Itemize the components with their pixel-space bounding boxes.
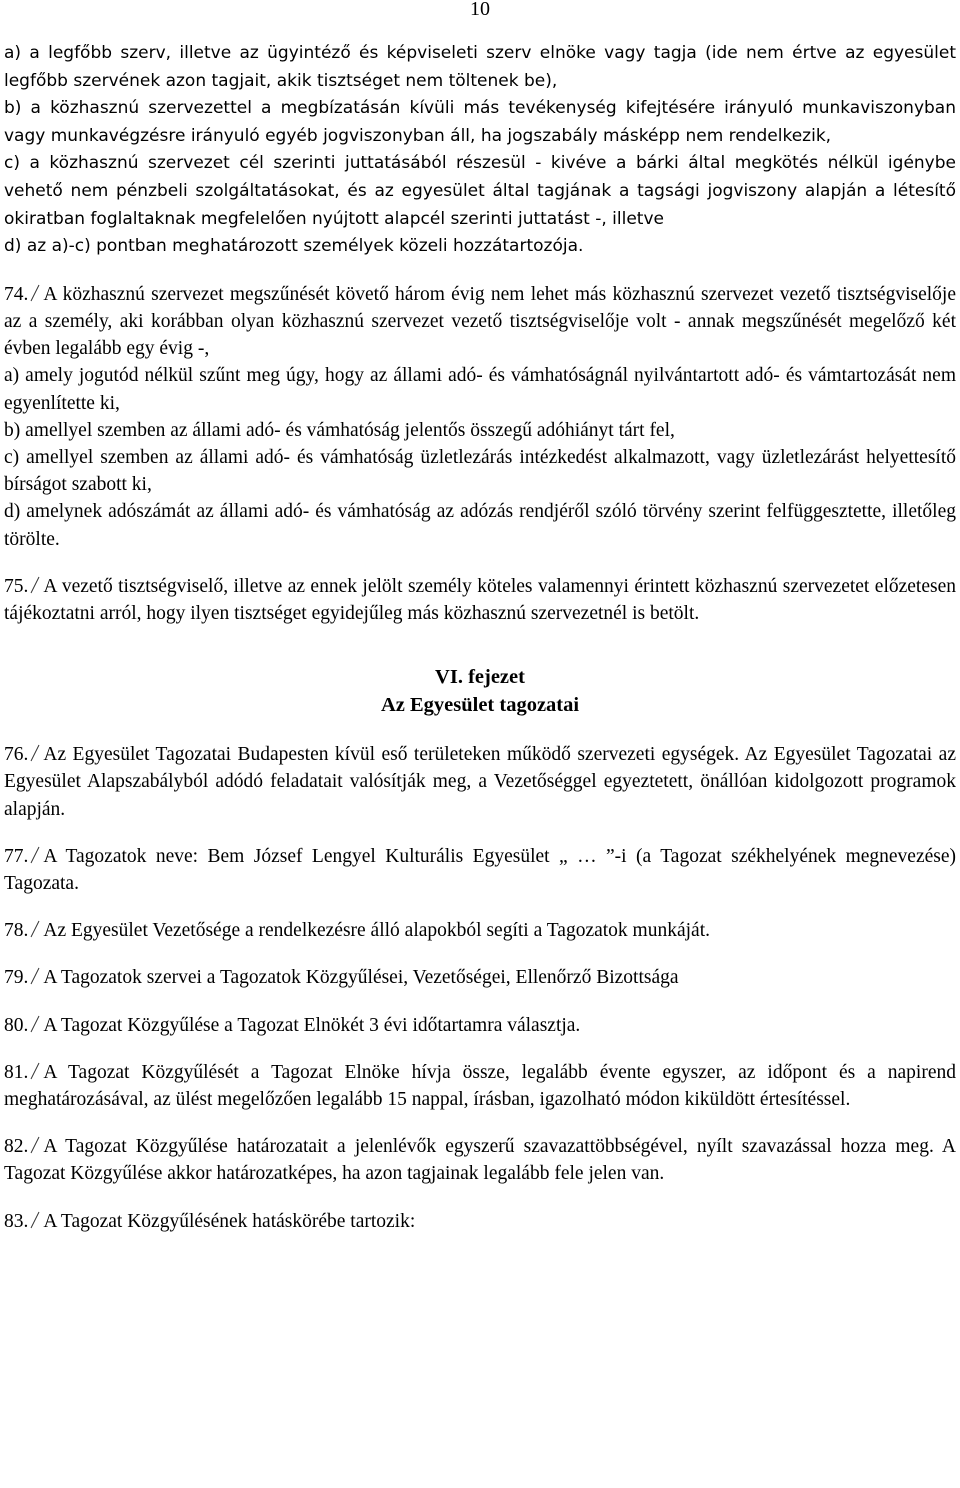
chapter-number: VI. fejezet — [435, 666, 525, 689]
section-77 — [4, 843, 956, 897]
section-text: Az Egyesület Tagozatai Budapesten kívül eső területeken működő szervezeti egységek. Az Egyesület Tagozatai az Egyesület Alapszabályból adódó feladatait valósítják meg, a Vezetőséggel egyeztetett, önállóan kidolgozott programok alapján. — [4, 744, 956, 820]
document-body — [4, 40, 956, 1235]
paragraph-marker-icon — [30, 1211, 40, 1229]
section-text: A Tagozat Közgyűlése a Tagozat Elnökét 3 évi időtartamra választja. — [43, 1014, 581, 1036]
section-text: A Tagozat Közgyűlését a Tagozat Elnöke hívja össze, legalább évente egyszer, az időpont és a napirend meghatározásával, az ülést megelőzően legalább 15 nappal, írásban, igazolható módon kiküldött értesítéssel. — [4, 1061, 956, 1111]
paragraph-marker-icon — [30, 576, 40, 594]
section-text: A Tagozat Közgyűlése határozatait a jelenlévők egyszerű szavazattöbbségével, nyílt szavazással hozza meg. A Tagozat Közgyűlése akkor határozatképes, ha azon tagjainak legalább fele jelen van. — [4, 1136, 956, 1185]
section-number: 80. — [4, 1014, 29, 1036]
section-82 — [4, 1133, 956, 1187]
paragraph-marker-icon — [30, 1136, 40, 1154]
section-number: 78. — [4, 920, 29, 942]
section-78 — [4, 917, 956, 944]
section-74-item-b: b) amellyel szemben az állami adó- és vámhatóság jelentős összegű adóhiányt tárt fel, — [4, 419, 675, 441]
section-number: 82. — [4, 1136, 29, 1158]
section-text: A közhasznú szervezet megszűnését követő három évig nem lehet más közhasznú szervezet vezető tisztségviselője az a személy, aki korábban olyan közhasznú szervezet vezető tisztségviselője volt - annak megszűnését megelőző két évben legalább egy évig -, — [4, 283, 956, 360]
section-80 — [4, 1012, 956, 1039]
page-number: 10 — [470, 0, 490, 20]
intro-item-d: d) az a)-c) pontban meghatározott személyek közeli hozzátartozója. — [4, 236, 584, 257]
section-74-item-a: a) amely jogutód nélkül szűnt meg úgy, hogy az állami adó- és vámhatóságnál nyilvántartott adó- és vámtartozását nem egyenlítette ki, — [4, 365, 956, 414]
chapter-title: Az Egyesület tagozatai — [380, 694, 580, 717]
section-number: 74. — [4, 283, 29, 305]
paragraph-marker-icon — [30, 744, 40, 762]
section-number: 81. — [4, 1061, 29, 1083]
section-text: A Tagozatok neve: Bem József Lengyel Kulturális Egyesület „ … ”-i (a Tagozat székhelyének megnevezése) Tagozata. — [4, 845, 956, 894]
section-74-item-d: d) amelynek adószámát az állami adó- és vámhatóság az adózás rendjéről szóló törvény szerint felfüggesztette, illetőleg törölte. — [4, 501, 956, 550]
paragraph-marker-icon — [30, 284, 40, 302]
section-76 — [4, 741, 956, 823]
section-number: 83. — [4, 1210, 29, 1232]
paragraph-marker-icon — [30, 846, 40, 864]
section-number: 77. — [4, 845, 29, 867]
section-number: 75. — [4, 575, 29, 597]
paragraph-marker-icon — [30, 920, 40, 938]
paragraph-marker-icon — [30, 1062, 40, 1080]
section-83 — [4, 1208, 956, 1235]
intro-item-c: c) a közhasznú szervezet cél szerinti juttatásából részesül - kivéve a bárki által megkötés nélkül igénybe vehető nem pénzbeli szolgáltatásokat, és az egyesület által tagjának a tagsági jogviszony alapján a létesítő okiratban foglaltaknak megfelelően nyújtott alapcél szerinti juttatást -, illetve — [4, 153, 956, 229]
section-74-item-c: c) amellyel szemben az állami adó- és vámhatóság üzletlezárás intézkedést alkalmazott, vagy üzletlezárást helyettesítő bírságot szabott ki, — [4, 446, 956, 496]
section-79 — [4, 964, 956, 991]
section-81 — [4, 1059, 956, 1113]
section-number: 76. — [4, 744, 29, 766]
section-text: Az Egyesület Vezetősége a rendelkezésre álló alapokból segíti a Tagozatok munkáját. — [43, 920, 710, 942]
section-text: A vezető tisztségviselő, illetve az ennek jelölt személy köteles valamennyi érintett közhasznú szervezetet előzetesen tájékoztatni arról, hogy ilyen tisztséget egyidejűleg más közhasznú szervezetnél is betölt. — [4, 575, 956, 624]
intro-item-b: b) a közhasznú szervezettel a megbízatásán kívüli más tevékenység kifejtésére irányuló munkaviszonyban vagy munkavégzésre irányuló egyéb jogviszonyban áll, ha jogszabály másképp nem rendelkezik, — [4, 98, 956, 146]
section-74 — [4, 281, 956, 553]
intro-list — [4, 40, 956, 261]
intro-item-a: a) a legfőbb szerv, illetve az ügyintéző és képviseleti szerv elnöke vagy tagja (ide nem értve az egyesület legfőbb szervének azon tagjait, akik tisztséget nem töltenek be), — [4, 43, 956, 91]
section-text: A Tagozatok szervei a Tagozatok Közgyűlései, Vezetőségei, Ellenőrző Bizottsága — [43, 967, 679, 989]
section-75 — [4, 573, 956, 627]
paragraph-marker-icon — [30, 1015, 40, 1033]
section-text: A Tagozat Közgyűlésének hatáskörébe tartozik: — [43, 1210, 416, 1232]
section-number: 79. — [4, 967, 29, 989]
paragraph-marker-icon — [30, 967, 40, 985]
